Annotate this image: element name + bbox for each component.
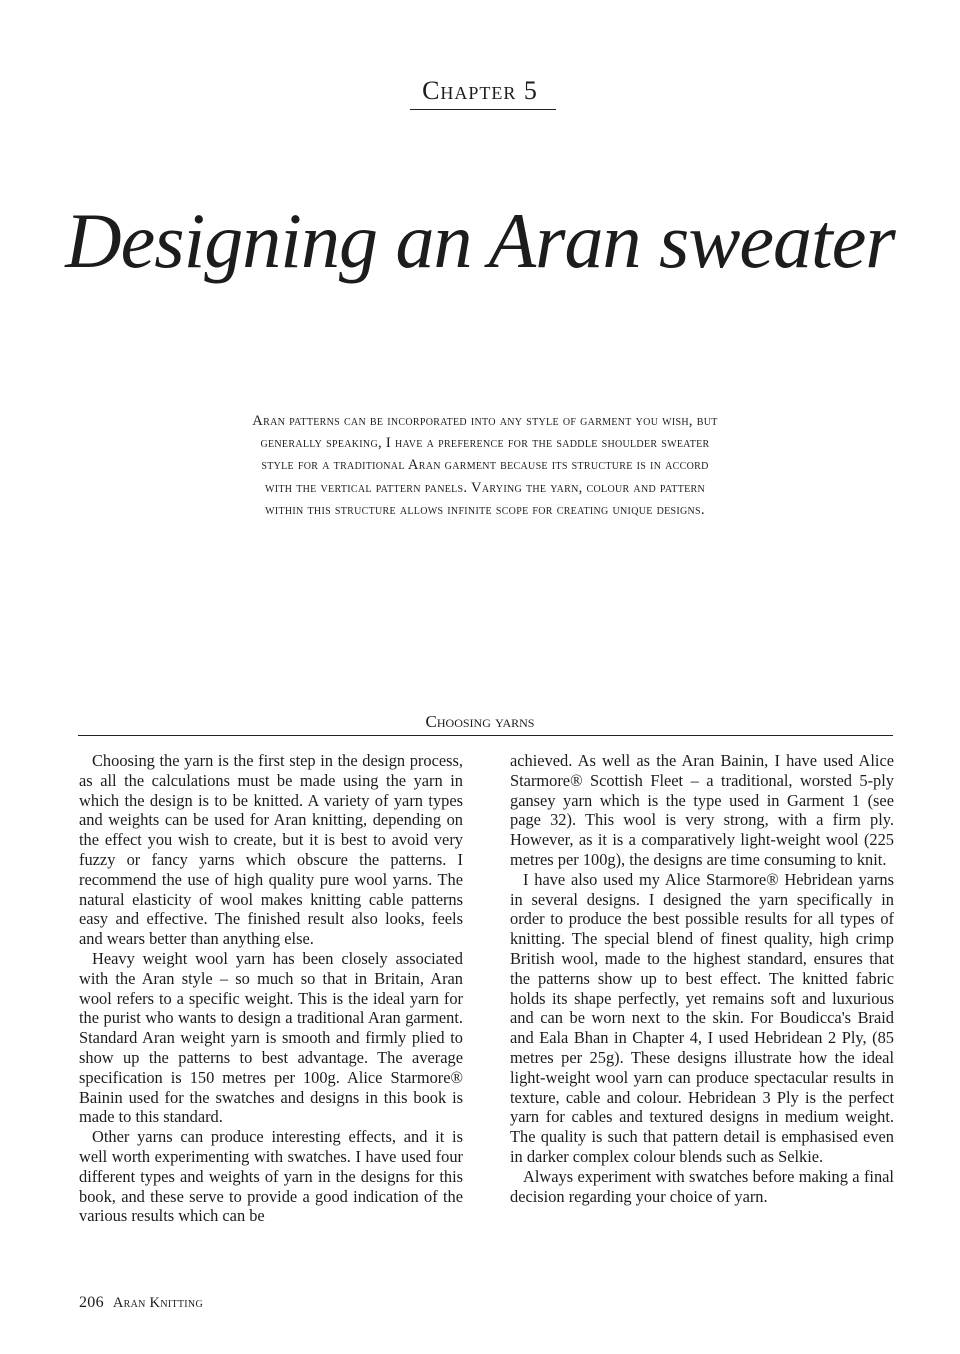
running-title: Aran Knitting	[112, 1295, 203, 1311]
intro-paragraph: Aran patterns can be incorporated into any style of garment you wish, but generally speaking, I have a preference for the saddle shoulder sweater style for a traditional Aran garment because its structure is in accord with the vertical pattern panels. Varying the yarn, colour and pattern within this structure allows infinite scope for creating unique designs.	[252, 413, 718, 518]
chapter-underline	[410, 109, 556, 110]
page-number: 206	[79, 1294, 104, 1311]
right-column	[510, 751, 894, 1206]
paragraph: Other yarns can produce interesting effects, and it is well worth experimenting with swatches. I have used four different types and weights of yarn in the designs for this book, and these serve to provide a good indication of the various results which can be	[79, 1127, 463, 1226]
paragraph: Choosing the yarn is the first step in the design process, as all the calculations must be made using the yarn in which the design is to be knitted. A variety of yarn types and weights can be used for Aran knitting, depending on the effect you wish to create, but it is best to avoid very fuzzy or fancy yarns which obscure the patterns. I recommend the use of high quality pure wool yarns. The natural elasticity of wool makes knitting cable patterns easy and effective. The finished result also looks, feels and wears better than anything else.	[79, 751, 463, 949]
section-divider	[78, 735, 893, 736]
paragraph: Always experiment with swatches before making a final decision regarding your choice of yarn.	[510, 1166, 894, 1206]
paragraph: I have also used my Alice Starmore® Hebridean yarns in several designs. I designed the yarn specifically in order to produce the best possible results for all types of knitting. The special blend of finest quality, high crimp British wool, made to the highest standard, ensures that the patterns show up to best effect. The knitted fabric holds its shape perfectly, yet remains soft and luxurious and can be worn next to the skin. For Boudicca's Braid and Eala Bhan in Chapter 4, I used Hebridean 2 Ply, (85 metres per 25g). These designs illustrate how the ideal light-weight wool yarn can produce spectacular results in texture, cable and colour. Hebridean 3 Ply is the perfect yarn for cables and textured designs in medium weight. The quality is such that pattern detail is emphasised even in darker complex colour blends such as Selkie.	[510, 869, 894, 1166]
left-column	[79, 751, 463, 1226]
paragraph: achieved. As well as the Aran Bainin, I have used Alice Starmore® Scottish Fleet – a traditional, worsted 5-ply gansey yarn which is the type used in Garment 1 (see page 32). This wool is very strong, with a firm ply. However, as it is a comparatively light-weight wool (225 metres per 100g), the designs are time consuming to knit.	[510, 751, 894, 869]
page-footer	[79, 1294, 203, 1312]
page-title: Designing an Aran sweater	[65, 197, 895, 284]
chapter-label: Chapter 5	[422, 76, 538, 105]
paragraph: Heavy weight wool yarn has been closely associated with the Aran style – so much so that in Britain, Aran wool refers to a specific weight. This is the ideal yarn for the purist who wants to design a traditional Aran garment. Standard Aran weight yarn is smooth and firmly plied to show up the patterns to best advantage. The average specification is 150 metres per 100g. Alice Starmore® Bainin used for the swatches and designs in this book is made to this standard.	[79, 948, 463, 1127]
section-heading: Choosing yarns	[425, 712, 535, 731]
